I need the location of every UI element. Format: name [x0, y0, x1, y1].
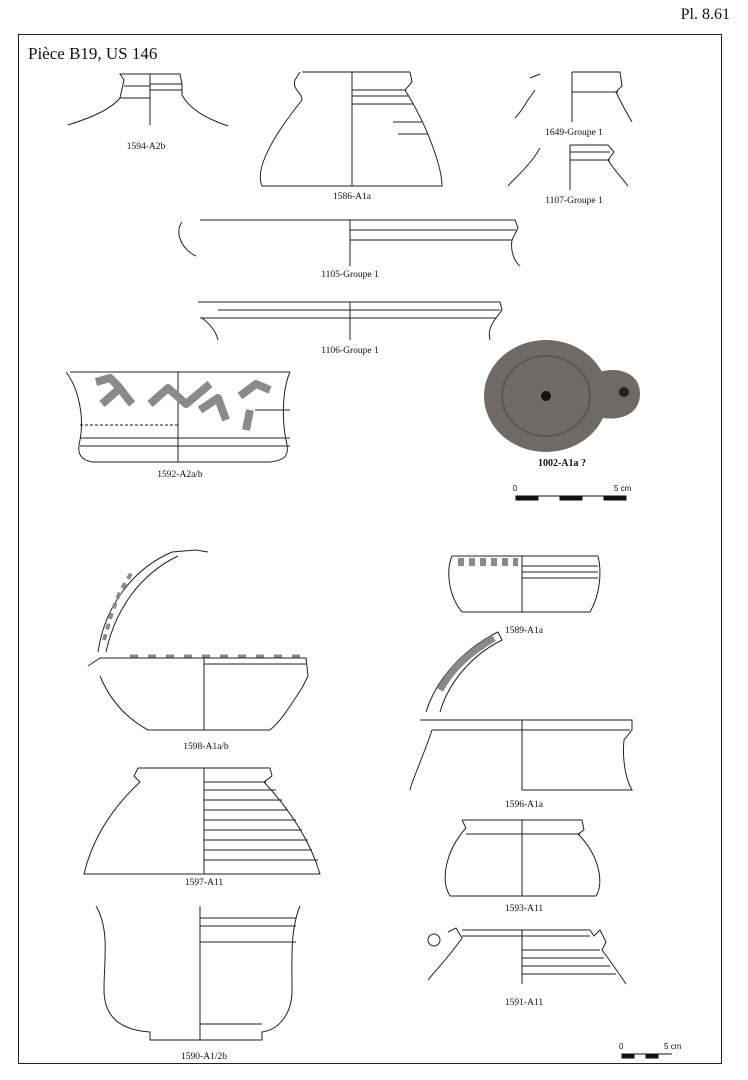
label-1106: 1106-Groupe 1	[321, 346, 379, 356]
scale-bar-1	[516, 496, 626, 500]
drawing-1597	[84, 768, 320, 874]
scale-bar-1-start: 0	[513, 484, 518, 493]
scale-bar-1-end: 5 cm	[614, 484, 632, 493]
label-1596: 1596-A1a	[505, 800, 543, 810]
label-1591: 1591-A11	[504, 998, 544, 1008]
drawing-1649	[515, 72, 632, 122]
label-1586: 1586-A1a	[333, 192, 371, 202]
drawing-1105	[179, 220, 520, 266]
label-1593: 1593-A11	[504, 904, 544, 914]
plate-number: Pl. 8.61	[680, 6, 730, 23]
scale-bar-2	[622, 1054, 672, 1058]
drawing-1594	[68, 74, 228, 126]
label-1597: 1597-A11	[184, 878, 224, 888]
label-1594: 1594-A2b	[126, 142, 166, 152]
drawing-1596	[410, 632, 632, 790]
room-title: Pièce B19, US 146	[28, 44, 158, 63]
scale-bar-2-start: 0	[619, 1042, 624, 1051]
drawing-1592	[66, 372, 290, 462]
scale-bar-2-end: 5 cm	[664, 1042, 682, 1051]
drawing-1591	[428, 928, 626, 984]
drawing-1106	[198, 302, 502, 340]
label-1592: 1592-A2a/b	[157, 470, 203, 480]
drawing-1002-lamp	[484, 340, 640, 452]
label-1002: 1002-A1a ?	[537, 458, 587, 469]
label-1598: 1598-A1a/b	[183, 742, 229, 752]
label-1105: 1105-Groupe 1	[321, 270, 379, 280]
label-1649: 1649-Groupe 1	[545, 128, 603, 138]
drawing-1598	[88, 550, 308, 730]
label-1590: 1590-A1/2b	[181, 1052, 227, 1062]
label-1107: 1107-Groupe 1	[545, 196, 603, 206]
drawing-1586	[260, 72, 442, 186]
label-1589: 1589-A1a	[505, 626, 543, 636]
drawing-1589	[449, 556, 600, 612]
drawing-1590	[96, 906, 300, 1040]
drawing-1593	[445, 820, 600, 896]
drawing-1107	[508, 145, 628, 190]
